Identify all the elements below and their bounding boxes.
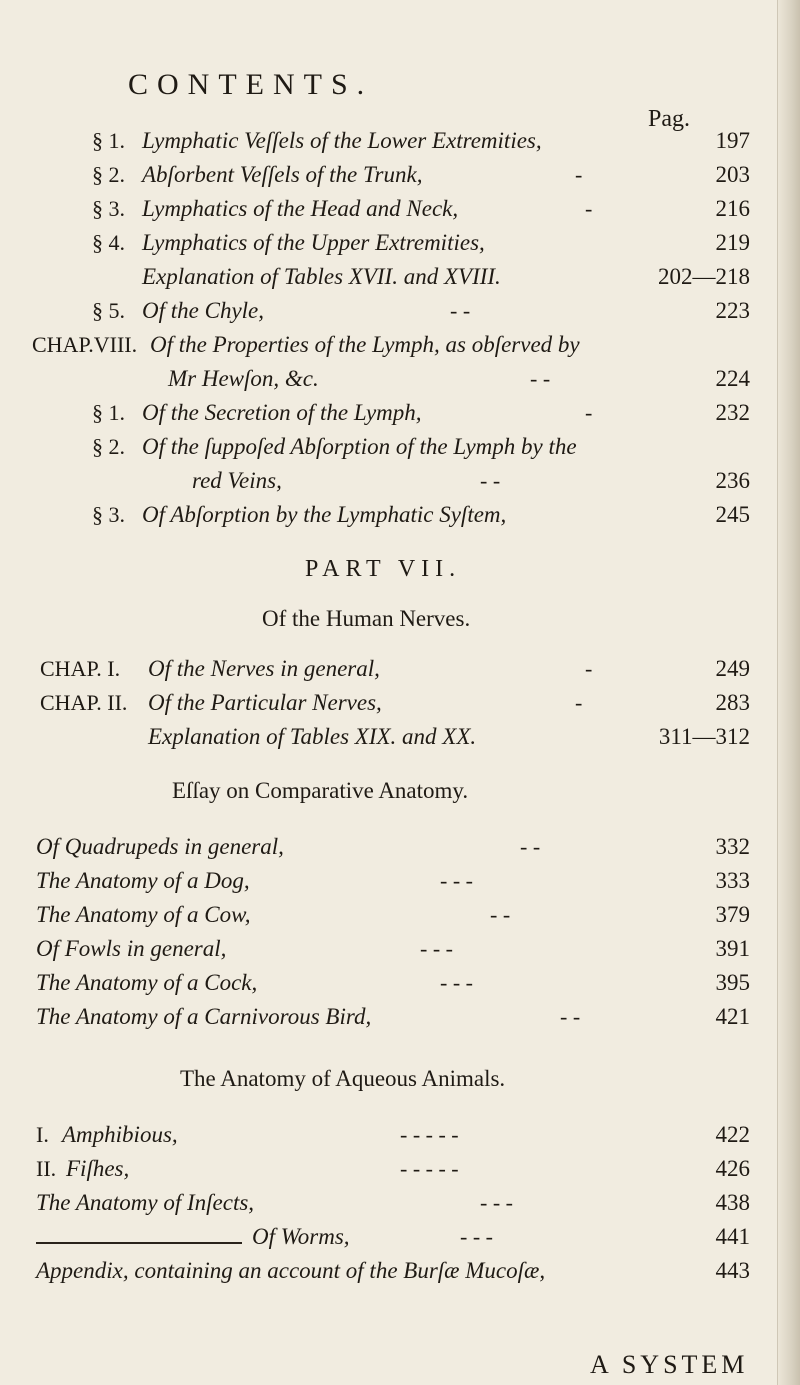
page-title: CONTENTS. <box>128 68 374 101</box>
toc-entry: The Anatomy of a Dog, - - - 333 <box>36 868 750 893</box>
chapter-entry: CHAP.VIII. Of the Properties of the Lymph, as obſerved by <box>32 332 580 357</box>
toc-entry: Appendix, containing an account of the Burſæ Mucoſæ, 443 <box>36 1258 750 1283</box>
aqueous-heading: The Anatomy of Aqueous Animals. <box>180 1066 506 1091</box>
part-subheading: Of the Human Nerves. <box>262 606 471 631</box>
toc-entry: The Anatomy of Inſects, - - - 438 <box>36 1190 750 1215</box>
toc-entry: Of Worms, - - - 441 <box>0 1224 760 1258</box>
toc-entry: § 1. Lymphatic Veſſels of the Lower Extremities, 197 <box>92 128 750 153</box>
toc-entry: § 4. Lymphatics of the Upper Extremities, 219 <box>92 230 750 255</box>
toc-entry: § 2. Of the ſuppoſed Abſorption of the Lymph by the <box>92 434 577 459</box>
toc-entry: Explanation of Tables XIX. and XX. 311—312 <box>148 724 750 749</box>
toc-entry: The Anatomy of a Carnivorous Bird, - - 421 <box>36 1004 750 1029</box>
essay-heading: Eſſay on Comparative Anatomy. <box>172 778 469 803</box>
toc-entry: Explanation of Tables XVII. and XVIII. 202—218 <box>142 264 750 289</box>
toc-entry: The Anatomy of a Cock, - - - 395 <box>36 970 750 995</box>
ditto-rule <box>36 1242 242 1244</box>
toc-entry-continued: red Veins, - - 236 <box>192 468 750 493</box>
toc-entry: II. Fiſhes, - - - - - 426 <box>36 1156 750 1181</box>
toc-entry: The Anatomy of a Cow, - - 379 <box>36 902 750 927</box>
toc-entry: § 3. Of Abſorption by the Lymphatic Syſtem, 245 <box>92 502 750 527</box>
chapter-entry-continued: Mr Hewſon, &c. - - 224 <box>168 366 750 391</box>
toc-entry: § 1. Of the Secretion of the Lymph, - 232 <box>92 400 750 425</box>
toc-entry: Of Quadrupeds in general, - - 332 <box>36 834 750 859</box>
toc-entry: Of Fowls in general, - - - 391 <box>36 936 750 961</box>
page-column-label: Pag. <box>648 106 690 132</box>
toc-entry: I. Amphibious, - - - - - 422 <box>36 1122 750 1147</box>
toc-entry: § 5. Of the Chyle, - - 223 <box>92 298 750 323</box>
toc-entry: § 3. Lymphatics of the Head and Neck, - 216 <box>92 196 750 221</box>
catchword: A SYSTEM <box>590 1350 749 1379</box>
toc-entry: § 2. Abſorbent Veſſels of the Trunk, - 203 <box>92 162 750 187</box>
part-heading: PART VII. <box>305 556 462 582</box>
chapter-entry: CHAP. II. Of the Particular Nerves, - 283 <box>40 690 750 715</box>
chapter-entry: CHAP. I. Of the Nerves in general, - 249 <box>40 656 750 681</box>
page-edge <box>777 0 800 1385</box>
